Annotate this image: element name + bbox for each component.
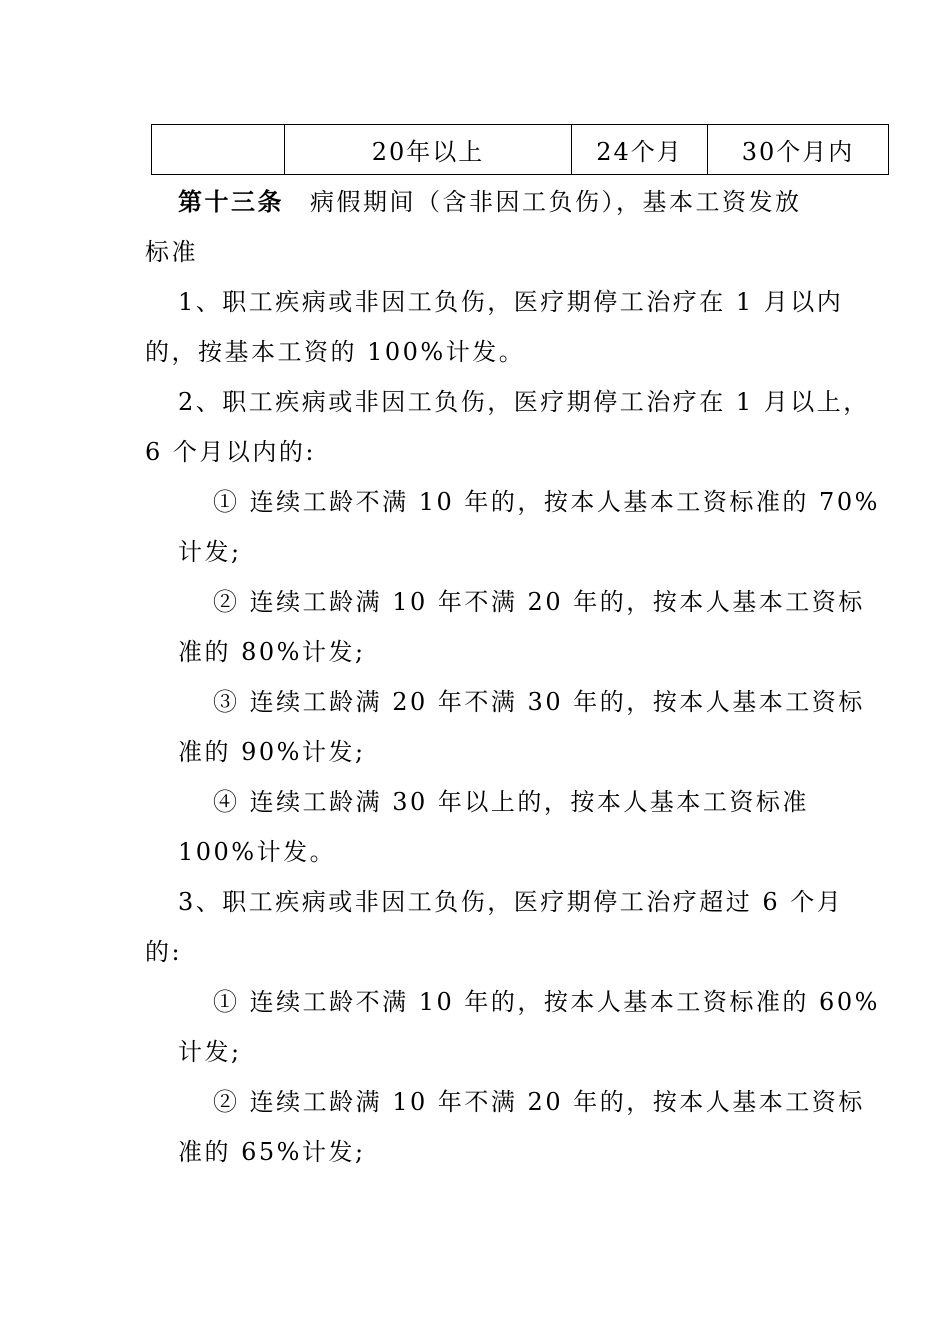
table-cell-empty [152, 125, 285, 175]
item-3-sub-2-line-1: ② 连续工龄满 10 年不满 20 年的，按本人基本工资标 [213, 1088, 865, 1116]
item-2-sub-3-line-1: ③ 连续工龄满 20 年不满 30 年的，按本人基本工资标 [213, 688, 865, 716]
item-2-sub-2-line-2: 准的 80%计发; [178, 638, 366, 666]
item-3-sub-2-line-2: 准的 65%计发; [178, 1138, 366, 1166]
item-3-line-2: 的: [145, 938, 183, 966]
item-2-sub-4-line-2: 100%计发。 [178, 838, 337, 866]
table-row [152, 125, 889, 175]
item-3-sub-1-line-2: 计发; [178, 1038, 242, 1066]
item-3-sub-1-line-1: ① 连续工龄不满 10 年的，按本人基本工资标准的 60% [213, 988, 880, 1016]
item-2-sub-1-line-1: ① 连续工龄不满 10 年的，按本人基本工资标准的 70% [213, 488, 880, 516]
article-title-continued: 标准 [145, 238, 198, 266]
item-2-sub-3-line-2: 准的 90%计发; [178, 738, 366, 766]
table-cell-service-years: 20年以上 [285, 125, 572, 175]
item-2-sub-1-line-2: 计发; [178, 538, 242, 566]
item-1-line-1: 1、职工疾病或非因工负伤，医疗期停工治疗在 1 月以内 [178, 288, 844, 316]
table-cell-leave-period: 24个月 [572, 125, 708, 175]
article-title: 病假期间（含非因工负伤），基本工资发放 [310, 188, 802, 216]
item-2-line-1: 2、职工疾病或非因工负伤，医疗期停工治疗在 1 月以上， [178, 388, 870, 416]
item-1-line-2: 的，按基本工资的 100%计发。 [145, 338, 526, 366]
article-number: 第十三条 [178, 187, 284, 216]
item-3-line-1: 3、职工疾病或非因工负伤，医疗期停工治疗超过 6 个月 [178, 888, 844, 916]
sick-leave-table [151, 124, 889, 175]
item-2-sub-4-line-1: ④ 连续工龄满 30 年以上的，按本人基本工资标准 [213, 788, 809, 816]
item-2-line-2: 6 个月以内的: [145, 438, 316, 466]
item-2-sub-2-line-1: ② 连续工龄满 10 年不满 20 年的，按本人基本工资标 [213, 588, 865, 616]
article-heading-line [178, 187, 802, 217]
table-cell-max-period: 30个月内 [708, 125, 889, 175]
